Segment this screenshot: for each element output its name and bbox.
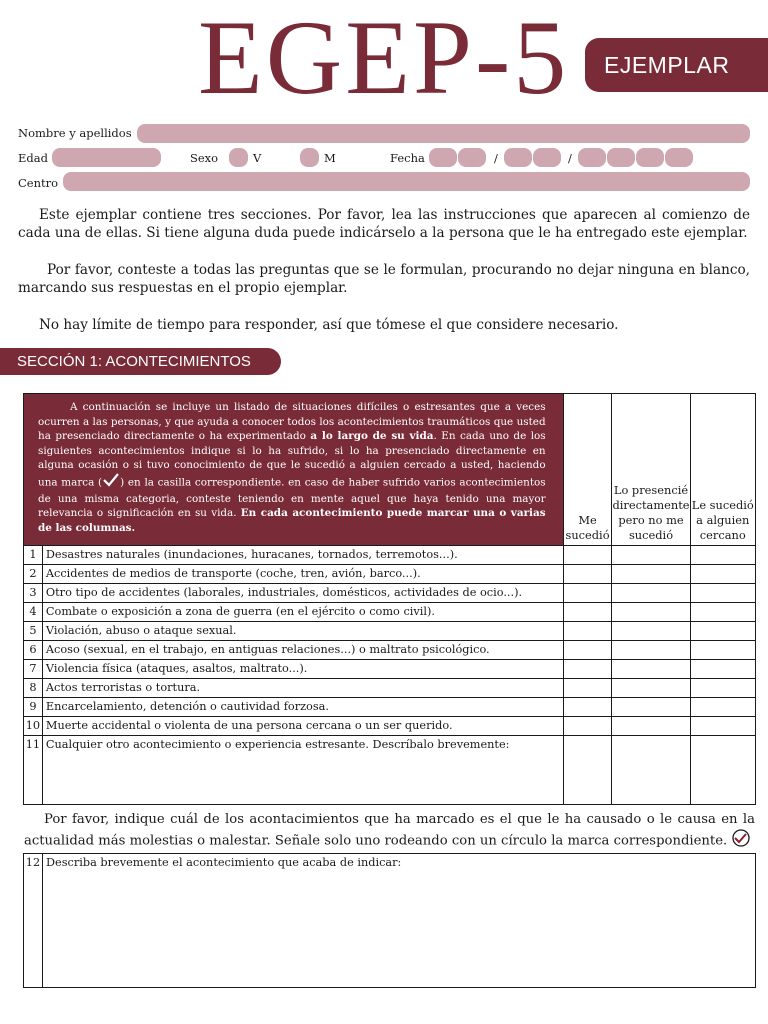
table-row — [24, 546, 756, 565]
date-year-digit-3[interactable] — [636, 148, 664, 167]
sex-m-checkbox[interactable] — [300, 148, 319, 167]
section-1-header: SECCIÓN 1: ACONTECIMIENTOS — [0, 348, 281, 375]
table-row — [24, 565, 756, 584]
cell-alguien-cercano[interactable] — [690, 584, 755, 603]
date-day-digit-2[interactable] — [458, 148, 486, 167]
cell-alguien-cercano[interactable] — [690, 679, 755, 698]
item-text: Violencia física (ataques, asaltos, maltrato...). — [42, 660, 563, 679]
item-number: 6 — [24, 641, 43, 660]
cell-me-sucedio[interactable] — [563, 679, 612, 698]
cell-lo-presencie[interactable] — [612, 546, 690, 565]
col-header-lo-presencie: Lo presencié directamente pero no me sucedió — [612, 394, 690, 546]
cell-lo-presencie[interactable] — [612, 584, 690, 603]
cell-alguien-cercano[interactable] — [690, 565, 755, 584]
cell-lo-presencie[interactable] — [612, 641, 690, 660]
table-row — [24, 717, 756, 736]
cell-me-sucedio[interactable] — [563, 698, 612, 717]
followup-instruction: Por favor, indique cuál de los acontacimientos que ha marcado es el que le ha causado o le causa en la actualidad más molestias o malestar. Señale solo uno rodeando con un círculo la marca correspondiente. — [24, 812, 755, 852]
cell-alguien-cercano[interactable] — [690, 698, 755, 717]
cell-me-sucedio[interactable] — [563, 584, 612, 603]
table-row — [24, 698, 756, 717]
cell-lo-presencie[interactable] — [612, 622, 690, 641]
item-text: Actos terroristas o tortura. — [42, 679, 563, 698]
cell-lo-presencie[interactable] — [612, 698, 690, 717]
item-text: Muerte accidental o violenta de una persona cercana o un ser querido. — [42, 717, 563, 736]
item-text: Acoso (sexual, en el trabajo, en antiguas relaciones...) o maltrato psicológico. — [42, 641, 563, 660]
table-row — [24, 660, 756, 679]
sex-m-label: M — [324, 151, 336, 165]
q12-description-area[interactable]: Describa brevemente el acontecimiento que acaba de indicar: — [42, 854, 755, 988]
sex-v-label: V — [253, 151, 262, 165]
age-label: Edad — [18, 151, 48, 165]
item-text: Violación, abuso o ataque sexual. — [42, 622, 563, 641]
item-number: 2 — [24, 565, 43, 584]
intro-paragraph-2: Por favor, conteste a todas las preguntas que se le formulan, procurando no dejar ninguna en blanco, marcando sus respuestas en el propio ejemplar. — [18, 262, 750, 296]
table-row — [24, 603, 756, 622]
cell-me-sucedio[interactable] — [563, 717, 612, 736]
table-row — [24, 641, 756, 660]
table-row — [24, 679, 756, 698]
date-year-digit-1[interactable] — [578, 148, 606, 167]
date-day-digit-1[interactable] — [429, 148, 457, 167]
item-text-with-description[interactable]: Cualquier otro acontecimiento o experiencia estresante. Descríbalo brevemente: — [42, 736, 563, 805]
cell-alguien-cercano[interactable] — [690, 641, 755, 660]
cell-lo-presencie[interactable] — [612, 736, 690, 805]
age-field[interactable] — [52, 148, 161, 167]
date-label: Fecha — [390, 151, 425, 165]
item-number: 8 — [24, 679, 43, 698]
item-text: Desastres naturales (inundaciones, huracanes, tornados, terremotos...). — [42, 546, 563, 565]
cell-me-sucedio[interactable] — [563, 660, 612, 679]
col-header-alguien-cercano: Le sucedió a alguien cercano — [690, 394, 755, 546]
name-label: Nombre y apellidos — [18, 126, 132, 140]
col-header-me-sucedio: Me sucedió — [563, 394, 612, 546]
cell-lo-presencie[interactable] — [612, 603, 690, 622]
item-number: 3 — [24, 584, 43, 603]
cell-me-sucedio[interactable] — [563, 546, 612, 565]
date-year-digit-2[interactable] — [607, 148, 635, 167]
form-title: EGEP-5 — [198, 0, 570, 116]
item-text: Combate o exposición a zona de guerra (en el ejército o como civil). — [42, 603, 563, 622]
cell-lo-presencie[interactable] — [612, 565, 690, 584]
cell-lo-presencie[interactable] — [612, 717, 690, 736]
cell-lo-presencie[interactable] — [612, 679, 690, 698]
item-number: 12 — [24, 854, 43, 988]
cell-alguien-cercano[interactable] — [690, 660, 755, 679]
section-instructions: A continuación se incluye un listado de situaciones difíciles o estresantes que a veces ocurren a las personas, y que ayuda a conocer todos los acontecimientos traumáticos que usted ha presenciado directamente o ha experimentado a lo largo de su vida. En cada uno de los siguientes acontecimientos indique si lo ha sufrido, si lo ha presenciado directamente en alguna ocasión o si tuvo conocimiento de que le sucedió a alguien cercado a usted, haciendo una marca ( ) en la casilla correspondiente. en caso de haber sufrido varios acontecimientos de una misma categoria, conteste teniendo en mente aquel que haya tenido una mayor relevancia o significación en su vida. En cada acontecimiento puede marcar una o varias de las columnas. — [24, 394, 564, 546]
cell-alguien-cercano[interactable] — [690, 622, 755, 641]
date-month-digit-1[interactable] — [504, 148, 532, 167]
cell-lo-presencie[interactable] — [612, 660, 690, 679]
intro-paragraph-3: No hay límite de tiempo para responder, así que tómese el que considere necesario. — [39, 317, 619, 333]
item-number: 5 — [24, 622, 43, 641]
cell-me-sucedio[interactable] — [563, 565, 612, 584]
name-field[interactable] — [137, 124, 750, 143]
cell-alguien-cercano[interactable] — [690, 603, 755, 622]
sex-v-checkbox[interactable] — [229, 148, 248, 167]
center-field[interactable] — [63, 172, 750, 191]
item-number: 10 — [24, 717, 43, 736]
cell-me-sucedio[interactable] — [563, 622, 612, 641]
sex-label: Sexo — [190, 151, 219, 165]
intro-paragraph-1: Este ejemplar contiene tres secciones. Por favor, lea las instrucciones que aparecen al comienzo de cada una de ellas. Si tiene alguna duda puede indicárselo a la persona que le ha entregado este ejemplar. — [18, 207, 750, 241]
date-month-digit-2[interactable] — [533, 148, 561, 167]
cell-alguien-cercano[interactable] — [690, 717, 755, 736]
date-separator: / — [568, 151, 572, 165]
ejemplar-badge: EJEMPLAR — [585, 38, 768, 92]
cell-me-sucedio[interactable] — [563, 736, 612, 805]
table-row — [24, 736, 756, 805]
item-text: Accidentes de medios de transporte (coche, tren, avión, barco...). — [42, 565, 563, 584]
item-number: 4 — [24, 603, 43, 622]
item-number: 1 — [24, 546, 43, 565]
events-table — [23, 393, 756, 805]
item-number: 9 — [24, 698, 43, 717]
date-year-digit-4[interactable] — [665, 148, 693, 167]
center-label: Centro — [18, 176, 59, 190]
date-separator: / — [494, 151, 498, 165]
item-text: Encarcelamiento, detención o cautividad forzosa. — [42, 698, 563, 717]
item-text: Otro tipo de accidentes (laborales, industriales, domésticos, actividades de ocio...). — [42, 584, 563, 603]
table-row — [24, 622, 756, 641]
cell-alguien-cercano[interactable] — [690, 546, 755, 565]
question-12-table — [23, 853, 756, 988]
table-row — [24, 584, 756, 603]
item-number: 11 — [24, 736, 43, 805]
item-number: 7 — [24, 660, 43, 679]
cell-alguien-cercano[interactable] — [690, 736, 755, 805]
check-mark-icon — [102, 473, 120, 492]
cell-me-sucedio[interactable] — [563, 641, 612, 660]
cell-me-sucedio[interactable] — [563, 603, 612, 622]
circled-check-icon — [731, 829, 751, 853]
